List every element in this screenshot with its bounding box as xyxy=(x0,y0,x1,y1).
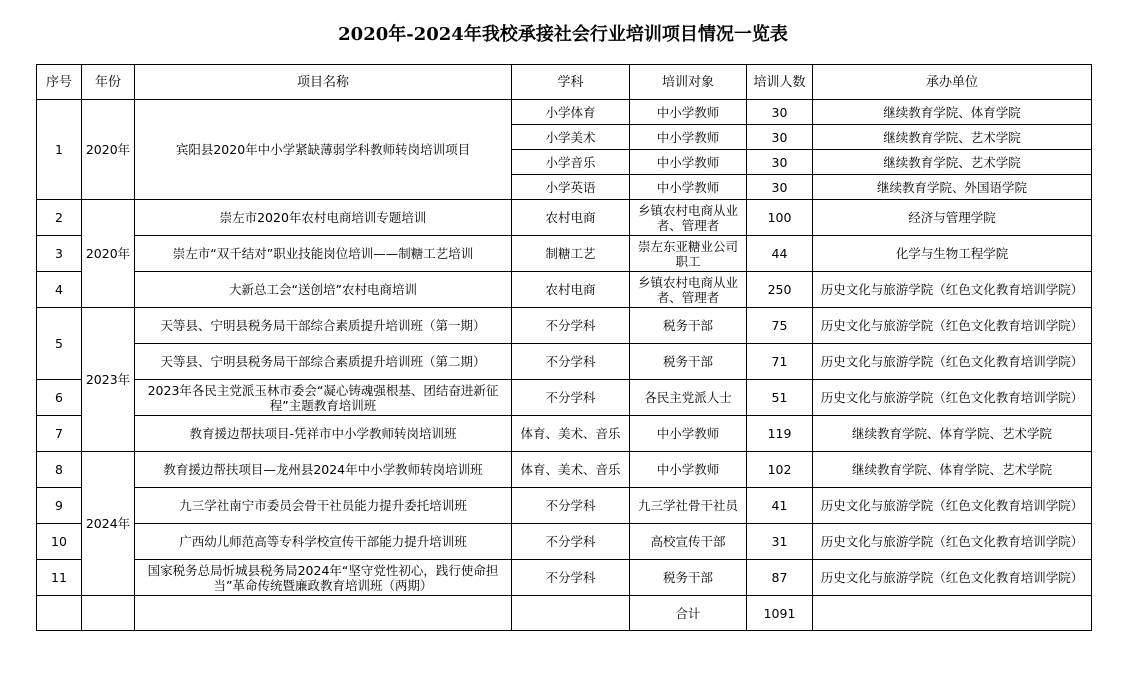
header-no: 序号 xyxy=(37,65,82,100)
cell-no: 4 xyxy=(37,272,82,308)
table-header-row xyxy=(37,65,1092,100)
cell-no: 8 xyxy=(37,452,82,488)
cell-subject: 不分学科 xyxy=(512,380,630,416)
cell-org: 历史文化与旅游学院（红色文化教育培训学院） xyxy=(813,272,1092,308)
total-count: 1091 xyxy=(747,596,813,631)
cell-no: 2 xyxy=(37,200,82,236)
table-row xyxy=(37,524,1092,560)
cell-org: 历史文化与旅游学院（红色文化教育培训学院） xyxy=(813,344,1092,380)
cell-org: 经济与管理学院 xyxy=(813,200,1092,236)
table-row xyxy=(37,452,1092,488)
cell-target: 高校宣传干部 xyxy=(630,524,747,560)
header-year: 年份 xyxy=(82,65,135,100)
cell-subject: 小学体育 xyxy=(512,100,630,125)
header-project: 项目名称 xyxy=(135,65,512,100)
cell-year: 2024年 xyxy=(82,452,135,596)
cell-no: 7 xyxy=(37,416,82,452)
cell-project: 教育援边帮扶项目-凭祥市中小学教师转岗培训班 xyxy=(135,416,512,452)
cell-subject: 不分学科 xyxy=(512,308,630,344)
cell-count: 31 xyxy=(747,524,813,560)
cell-empty xyxy=(37,596,82,631)
cell-count: 41 xyxy=(747,488,813,524)
cell-target: 税务干部 xyxy=(630,560,747,596)
cell-no: 1 xyxy=(37,100,82,200)
table-row xyxy=(37,560,1092,596)
table-row xyxy=(37,272,1092,308)
cell-org: 历史文化与旅游学院（红色文化教育培训学院） xyxy=(813,380,1092,416)
cell-project: 大新总工会“送创培”农村电商培训 xyxy=(135,272,512,308)
cell-project: 天等县、宁明县税务局干部综合素质提升培训班（第一期） xyxy=(135,308,512,344)
cell-target: 中小学教师 xyxy=(630,175,747,200)
cell-subject: 不分学科 xyxy=(512,344,630,380)
cell-count: 51 xyxy=(747,380,813,416)
header-target: 培训对象 xyxy=(630,65,747,100)
cell-count: 44 xyxy=(747,236,813,272)
cell-org: 继续教育学院、体育学院、艺术学院 xyxy=(813,416,1092,452)
cell-empty xyxy=(813,596,1092,631)
cell-org: 化学与生物工程学院 xyxy=(813,236,1092,272)
cell-target: 中小学教师 xyxy=(630,452,747,488)
cell-subject: 小学美术 xyxy=(512,125,630,150)
cell-project: 崇左市“双千结对”职业技能岗位培训——制糖工艺培训 xyxy=(135,236,512,272)
cell-no: 6 xyxy=(37,380,82,416)
cell-target: 各民主党派人士 xyxy=(630,380,747,416)
cell-project: 国家税务总局忻城县税务局2024年“坚守党性初心，践行使命担当”革命传统暨廉政教育培训班（两期） xyxy=(135,560,512,596)
cell-org: 继续教育学院、外国语学院 xyxy=(813,175,1092,200)
table-row xyxy=(37,416,1092,452)
cell-count: 30 xyxy=(747,175,813,200)
cell-empty xyxy=(135,596,512,631)
cell-year: 2020年 xyxy=(82,200,135,308)
cell-subject: 制糖工艺 xyxy=(512,236,630,272)
cell-org: 继续教育学院、体育学院、艺术学院 xyxy=(813,452,1092,488)
cell-subject: 体育、美术、音乐 xyxy=(512,416,630,452)
cell-project: 教育援边帮扶项目—龙州县2024年中小学教师转岗培训班 xyxy=(135,452,512,488)
total-label: 合计 xyxy=(630,596,747,631)
header-subject: 学科 xyxy=(512,65,630,100)
cell-org: 历史文化与旅游学院（红色文化教育培训学院） xyxy=(813,560,1092,596)
cell-count: 100 xyxy=(747,200,813,236)
total-row xyxy=(37,596,1092,631)
cell-org: 继续教育学院、艺术学院 xyxy=(813,150,1092,175)
cell-count: 250 xyxy=(747,272,813,308)
table-title: 2020年-2024年我校承接社会行业培训项目情况一览表 xyxy=(338,24,788,45)
cell-no: 9 xyxy=(37,488,82,524)
cell-no: 5 xyxy=(37,308,82,380)
table-row xyxy=(37,344,1092,380)
cell-target: 九三学社骨干社员 xyxy=(630,488,747,524)
header-count: 培训人数 xyxy=(747,65,813,100)
cell-target: 乡镇农村电商从业者、管理者 xyxy=(630,200,747,236)
cell-target: 税务干部 xyxy=(630,344,747,380)
training-projects-table xyxy=(36,64,1092,631)
cell-target: 中小学教师 xyxy=(630,125,747,150)
table-row xyxy=(37,308,1092,344)
cell-target: 税务干部 xyxy=(630,308,747,344)
header-org: 承办单位 xyxy=(813,65,1092,100)
cell-subject: 体育、美术、音乐 xyxy=(512,452,630,488)
cell-subject: 农村电商 xyxy=(512,272,630,308)
cell-target: 中小学教师 xyxy=(630,150,747,175)
cell-org: 历史文化与旅游学院（红色文化教育培训学院） xyxy=(813,488,1092,524)
cell-no: 11 xyxy=(37,560,82,596)
cell-empty xyxy=(512,596,630,631)
cell-org: 历史文化与旅游学院（红色文化教育培训学院） xyxy=(813,524,1092,560)
cell-no: 10 xyxy=(37,524,82,560)
table-row xyxy=(37,236,1092,272)
cell-project: 宾阳县2020年中小学紧缺薄弱学科教师转岗培训项目 xyxy=(135,100,512,200)
cell-count: 119 xyxy=(747,416,813,452)
cell-count: 30 xyxy=(747,125,813,150)
cell-org: 历史文化与旅游学院（红色文化教育培训学院） xyxy=(813,308,1092,344)
cell-target: 乡镇农村电商从业者、管理者 xyxy=(630,272,747,308)
cell-year: 2020年 xyxy=(82,100,135,200)
cell-subject: 小学音乐 xyxy=(512,150,630,175)
cell-count: 30 xyxy=(747,150,813,175)
cell-subject: 农村电商 xyxy=(512,200,630,236)
cell-empty xyxy=(82,596,135,631)
table-row xyxy=(37,488,1092,524)
cell-year: 2023年 xyxy=(82,308,135,452)
cell-project: 崇左市2020年农村电商培训专题培训 xyxy=(135,200,512,236)
cell-target: 崇左东亚糖业公司职工 xyxy=(630,236,747,272)
table-row xyxy=(37,200,1092,236)
cell-count: 30 xyxy=(747,100,813,125)
cell-count: 75 xyxy=(747,308,813,344)
cell-subject: 不分学科 xyxy=(512,488,630,524)
cell-count: 71 xyxy=(747,344,813,380)
cell-project: 2023年各民主党派玉林市委会“凝心铸魂强根基、团结奋进新征程”主题教育培训班 xyxy=(135,380,512,416)
cell-subject: 不分学科 xyxy=(512,560,630,596)
cell-project: 天等县、宁明县税务局干部综合素质提升培训班（第二期） xyxy=(135,344,512,380)
cell-target: 中小学教师 xyxy=(630,416,747,452)
cell-target: 中小学教师 xyxy=(630,100,747,125)
table-row xyxy=(37,380,1092,416)
cell-org: 继续教育学院、艺术学院 xyxy=(813,125,1092,150)
cell-count: 87 xyxy=(747,560,813,596)
cell-project: 九三学社南宁市委员会骨干社员能力提升委托培训班 xyxy=(135,488,512,524)
cell-no: 3 xyxy=(37,236,82,272)
cell-org: 继续教育学院、体育学院 xyxy=(813,100,1092,125)
table-row xyxy=(37,100,1092,125)
cell-subject: 不分学科 xyxy=(512,524,630,560)
cell-count: 102 xyxy=(747,452,813,488)
cell-project: 广西幼儿师范高等专科学校宣传干部能力提升培训班 xyxy=(135,524,512,560)
cell-subject: 小学英语 xyxy=(512,175,630,200)
